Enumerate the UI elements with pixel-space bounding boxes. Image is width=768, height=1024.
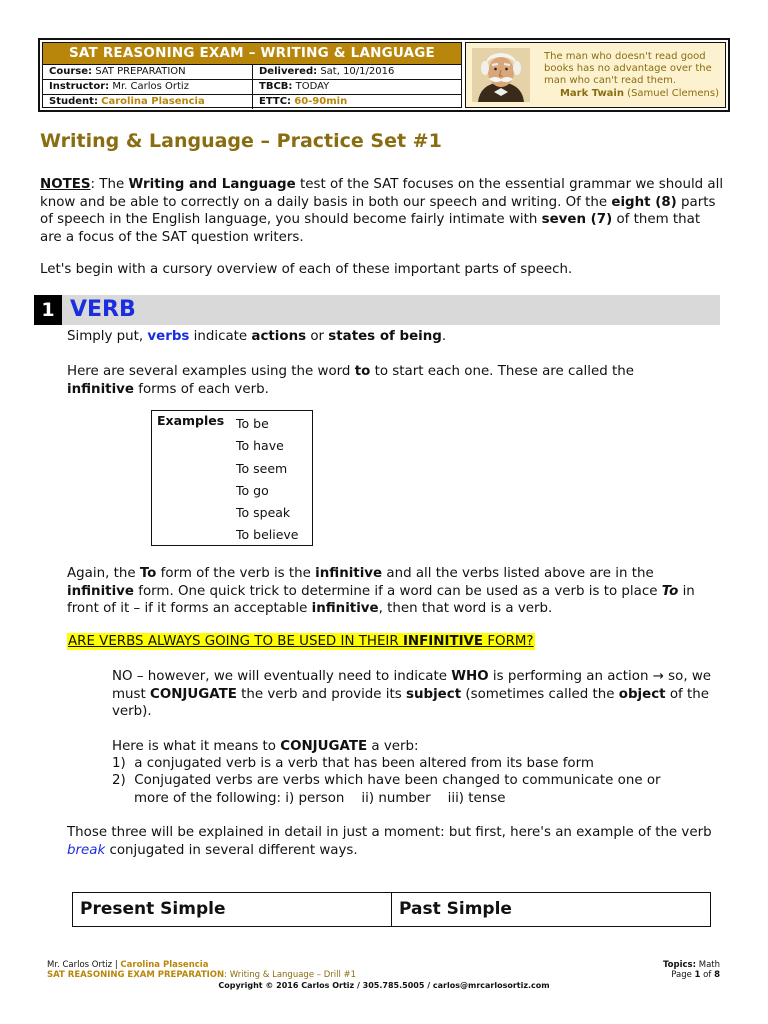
student-cell	[43, 95, 252, 109]
conjugate-item-2-cont: more of the following: i) person ii) number iii) tense	[134, 791, 506, 806]
ettc-cell	[252, 95, 461, 109]
list-item: To have	[236, 438, 284, 454]
conjugate-heading: Here is what it means to CONJUGATE a verb:	[112, 739, 419, 754]
conjugate-item-2: 2) Conjugated verbs are verbs which have been changed to communicate one or	[112, 773, 661, 788]
header-info-table	[42, 42, 462, 108]
topics-label: Topics:	[663, 960, 697, 970]
tbcb-label: TBCB:	[259, 81, 293, 92]
header-row	[43, 79, 461, 94]
course-value: SAT PREPARATION	[95, 66, 186, 77]
quote-text: The man who doesn't read good books has no advantage over the man who can't read them.	[544, 50, 712, 86]
highlighted-question: ARE VERBS ALWAYS GOING TO BE USED IN THEIR INFINITIVE FORM?	[68, 634, 534, 649]
table-header-cell: Past Simple	[391, 893, 710, 926]
course-label: Course:	[49, 66, 92, 77]
footer-author: Mr. Carlos Ortiz	[47, 960, 113, 970]
intro-paragraph: Let's begin with a cursory overview of each of these important parts of speech.	[40, 262, 573, 277]
conjugate-item-1: 1) a conjugated verb is a verb that has been altered from its base form	[112, 756, 594, 771]
page-number: Page 1 of 8	[671, 970, 720, 980]
quote-author	[544, 88, 719, 100]
footer-right	[663, 960, 720, 980]
quote-author-alt: (Samuel Clemens)	[627, 87, 719, 99]
quote-author-name: Mark Twain	[559, 87, 624, 99]
topics-value: Math	[698, 960, 720, 970]
footer-student: Carolina Plasencia	[120, 960, 209, 970]
header-row	[43, 64, 461, 79]
tbcb-value: TODAY	[295, 81, 330, 92]
quote-box	[465, 42, 726, 108]
list-item: To seem	[236, 460, 288, 476]
header-row	[43, 94, 461, 109]
footer-left: Mr. Carlos Ortiz | Carolina Plasencia SAT REASONING EXAM PREPARATION: Writing & Language – Drill #1	[47, 960, 357, 980]
examples-list	[236, 415, 298, 549]
delivered-value: Sat, 10/1/2016	[320, 66, 395, 77]
tbcb-cell	[252, 80, 461, 94]
student-label: Student:	[49, 96, 98, 107]
notes-label: NOTES	[40, 177, 91, 192]
instructor-label: Instructor:	[49, 81, 110, 92]
list-item: To believe	[236, 527, 299, 543]
explain-paragraph: Those three will be explained in detail in just a moment: but first, here's an example of the verb break conjugated in several different ways.	[67, 825, 712, 858]
footer-course: SAT REASONING EXAM PREPARATION	[47, 970, 225, 980]
section-header	[34, 295, 720, 325]
course-cell	[43, 65, 252, 79]
list-item: To go	[236, 482, 269, 498]
ettc-label: ETTC:	[259, 96, 292, 107]
ettc-value: 60-90min	[294, 96, 348, 107]
instructor-cell	[43, 80, 252, 94]
footer-course-detail: : Writing & Language – Drill #1	[224, 970, 357, 980]
quote	[544, 51, 719, 100]
header-title: SAT REASONING EXAM – WRITING & LANGUAGE	[43, 43, 461, 64]
mark-twain-portrait	[472, 48, 530, 102]
section-title: VERB	[70, 297, 136, 322]
footer-copyright: Copyright © 2016 Carlos Ortiz / 305.785.5005 / carlos@mrcarlosortiz.com	[218, 981, 550, 990]
student-value: Carolina Plasencia	[101, 96, 205, 107]
delivered-label: Delivered:	[259, 66, 318, 77]
notes-paragraph: NOTES: The Writing and Language test of the SAT focuses on the essential grammar we should all know and be able to correctly on a daily basis in both our speech and writing. Of the eight (8) parts of speech in the English language, you should become fairly intimate with seven (7) of them that are a focus of the SAT question writers.	[40, 177, 724, 245]
examples-label: Examples	[157, 413, 225, 428]
list-item: To be	[236, 416, 269, 431]
instructor-value: Mr. Carlos Ortiz	[112, 81, 189, 92]
infinitive-intro: Here are several examples using the word to to start each one. These are called the infinitive forms of each verb.	[67, 364, 634, 397]
verb-definition: Simply put, verbs indicate actions or states of being.	[67, 329, 447, 344]
section-number: 1	[34, 295, 62, 325]
page-title: Writing & Language – Practice Set #1	[40, 130, 442, 152]
examples-table	[151, 410, 313, 546]
table-header-cell: Present Simple	[80, 899, 226, 919]
again-paragraph: Again, the To form of the verb is the infinitive and all the verbs listed above are in the infinitive form. One quick trick to determine if a word can be used as a verb is to place To in front of it – if it forms an acceptable infinitive, then that word is a verb.	[67, 566, 695, 616]
document-header	[38, 38, 730, 112]
delivered-cell	[252, 65, 461, 79]
list-item: To speak	[236, 505, 291, 521]
tense-table	[72, 892, 711, 927]
answer-paragraph: NO – however, we will eventually need to indicate WHO is performing an action → so, we must CONJUGATE the verb and provide its subject (sometimes called the object of the verb).	[112, 669, 712, 719]
